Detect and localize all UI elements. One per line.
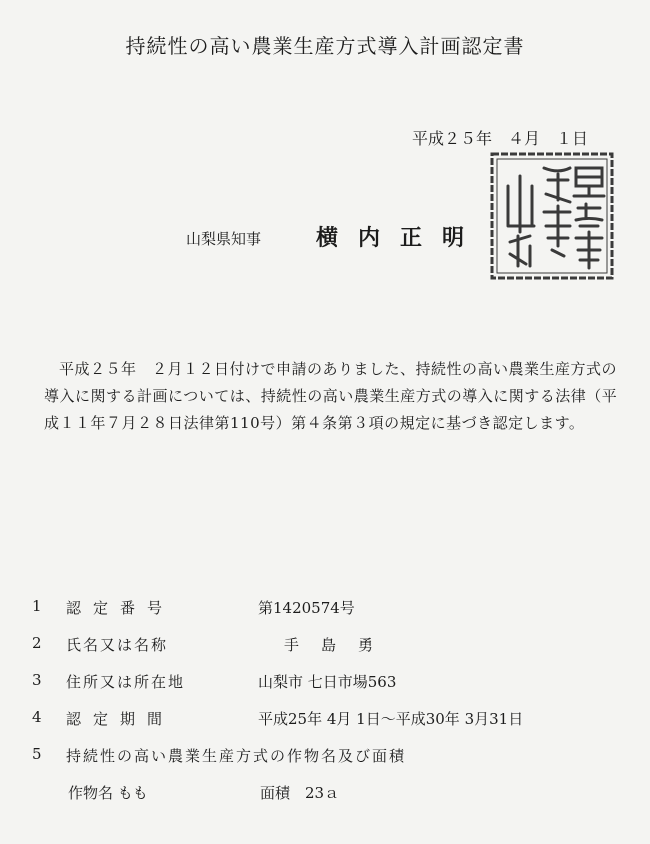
item-number: 3 bbox=[32, 671, 42, 689]
item-label: 認定期間 bbox=[66, 710, 175, 728]
item-value: 手島勇 bbox=[284, 636, 396, 654]
issue-date: 平成２５年 ４月 １日 bbox=[411, 129, 588, 148]
crop-area: 面積 23ａ bbox=[260, 784, 340, 802]
item-label: 認定番号 bbox=[66, 599, 175, 617]
list-item-crop-and-area bbox=[32, 745, 622, 782]
certification-items-list bbox=[32, 597, 622, 812]
item-value: 平成25年 4月 1日～平成30年 3月31日 bbox=[258, 710, 524, 728]
issuer-name: 横内正明 bbox=[316, 225, 485, 251]
item-number: 1 bbox=[32, 597, 42, 615]
item-label: 持続性の高い農業生産方式の作物名及び面積 bbox=[66, 747, 407, 765]
item-value: 山梨市 七日市場563 bbox=[258, 673, 397, 691]
list-item-period bbox=[32, 708, 622, 745]
item-number: 5 bbox=[32, 745, 42, 763]
list-item-address bbox=[32, 671, 622, 708]
item-label: 氏名又は名称 bbox=[66, 636, 169, 654]
list-item-certification-number bbox=[32, 597, 622, 634]
issuer-title: 山梨県知事 bbox=[186, 230, 262, 248]
item-number: 4 bbox=[32, 708, 42, 726]
official-seal-stamp bbox=[488, 150, 616, 282]
item-number: 2 bbox=[32, 634, 42, 652]
crop-detail-line bbox=[32, 782, 622, 812]
document-title: 持続性の高い農業生産方式導入計画認定書 bbox=[125, 34, 525, 58]
item-value: 第1420574号 bbox=[258, 599, 355, 617]
certification-statement: 平成２５年 ２月１２日付けで申請のありました、持続性の高い農業生産方式の導入に関する計画については、持続性の高い農業生産方式の導入に関する法律（平成１１年７月２８日法律第110号）第４条第３項の規定に基づき認定します。 bbox=[44, 360, 618, 432]
crop-name: 作物名 もも bbox=[68, 784, 148, 802]
list-item-name bbox=[32, 634, 622, 671]
item-label: 住所又は所在地 bbox=[66, 673, 186, 691]
